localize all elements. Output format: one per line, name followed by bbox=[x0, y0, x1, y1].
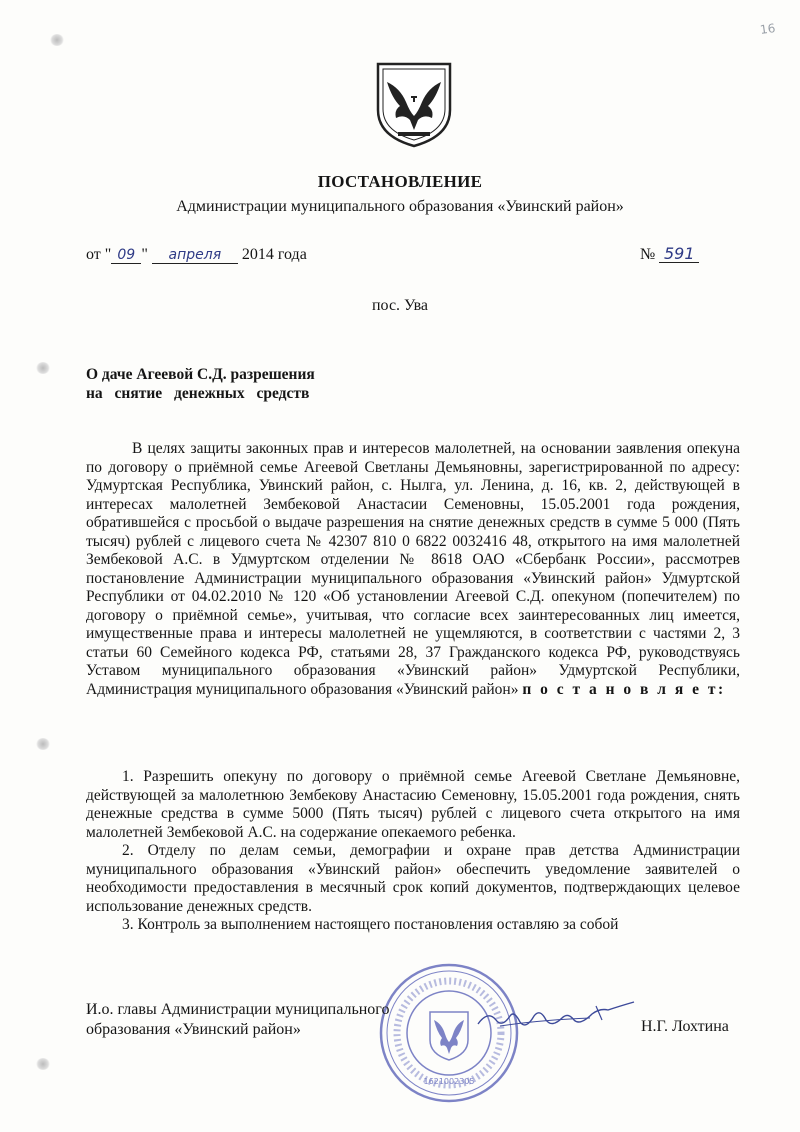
preamble-text: В целях защиты законных прав и интересов малолетней, на основании заявления опекуна по договору о приёмной семье Агеевой Светланы Демьяновны, зарегистрированной по адресу: Удмуртская Республика, Увинский район, с. Нылга, ул. Ленина, д. 16, кв. 2, действующей в интересах малолетней Зембековой Анастасии Семеновны, 15.05.2001 года рождения, обратившейся с просьбой о выдаче разрешения на снятие денежных средств в сумме 5 000 (Пять тысяч) рублей с лицевого счета № 42307 810 0 6822 0032416 48, открытого на имя малолетней Зембековой А.С. в Удмуртском отделении № 8618 ОАО «Сбербанк России», рассмотрев постановление Администрации муниципального образования «Увинский район» Удмуртской Республики от 04.02.2010 № 120 «Об установлении Агеевой С.Д. опекуном (попечителем) по договору о приёмной семье», учитывая, что согласие всех заинтересованных лиц имеется, имущественные права и интересы малолетней не ущемляются, в соответствии с частями 2, 3 статьи 60 Семейного кодекса РФ, статьями 28, 37 Гражданского кодекса РФ, руководствуясь Уставом муниципального образования «Увинский район» Удмуртской Республики, Администрация муниципального образования «Увинский район» bbox=[86, 440, 740, 698]
subject-line-2: на снятие денежных средств bbox=[86, 385, 310, 402]
place: пос. Ува bbox=[371, 297, 429, 314]
subject-line-1: О даче Агеевой С.Д. разрешения bbox=[86, 366, 315, 383]
resolves-keyword: п о с т а н о в л я е т: bbox=[522, 680, 726, 698]
signatory-line-1: И.о. главы Администрации муниципального bbox=[86, 1001, 390, 1018]
signatory-name: Н.Г. Лохтина bbox=[641, 1018, 729, 1035]
signatory-title bbox=[86, 1000, 389, 1040]
punch-hole bbox=[36, 362, 50, 374]
stamp-inn: 1621002305 bbox=[423, 1077, 475, 1086]
resolution-items bbox=[86, 768, 740, 935]
document-subtitle: Администрации муниципального образования «Увинский район» bbox=[176, 198, 624, 215]
signatory-line-2: образования «Увинский район» bbox=[86, 1021, 301, 1038]
document-number bbox=[640, 246, 699, 264]
preamble bbox=[86, 440, 740, 699]
punch-hole bbox=[36, 738, 50, 750]
punch-hole bbox=[36, 1058, 50, 1070]
resolution-item: 2. Отделу по делам семьи, демографии и охране прав детства Администрации муниципального образования «Увинский район» обеспечить уведомление заявителей о необходимости предоставления в месячный срок копий документов, подтверждающих целевое использование денежных средств. bbox=[86, 842, 740, 915]
punch-hole bbox=[50, 34, 64, 46]
resolution-item: 3. Контроль за выполнением настоящего постановления оставляю за собой bbox=[122, 916, 619, 933]
date-line bbox=[86, 246, 307, 264]
signature bbox=[470, 990, 640, 1050]
margin-note: 16 bbox=[759, 21, 777, 37]
document-title: ПОСТАНОВЛЕНИЕ bbox=[317, 172, 483, 191]
date-suffix: 2014 года bbox=[241, 246, 307, 263]
date-month: апреля bbox=[152, 247, 238, 264]
subject-heading bbox=[86, 365, 315, 403]
date-day: 09 bbox=[111, 247, 141, 264]
resolution-item: 1. Разрешить опекуну по договору о приёмной семье Агеевой Светлане Демьяновне, действующей за малолетнюю Зембекову Анастасию Семеновну, 15.05.2001 года рождения, снять денежные средства в сумме 5000 (Пять тысяч) рублей с лицевого счета открытого на имя малолетней Зембековой А.С. на содержание опекаемого ребенка. bbox=[86, 768, 740, 841]
coat-of-arms-icon bbox=[372, 58, 456, 148]
date-prefix: от " bbox=[86, 246, 112, 263]
number-value: 591 bbox=[659, 246, 699, 263]
date-quote: " bbox=[141, 246, 148, 263]
number-prefix: № bbox=[640, 246, 656, 263]
